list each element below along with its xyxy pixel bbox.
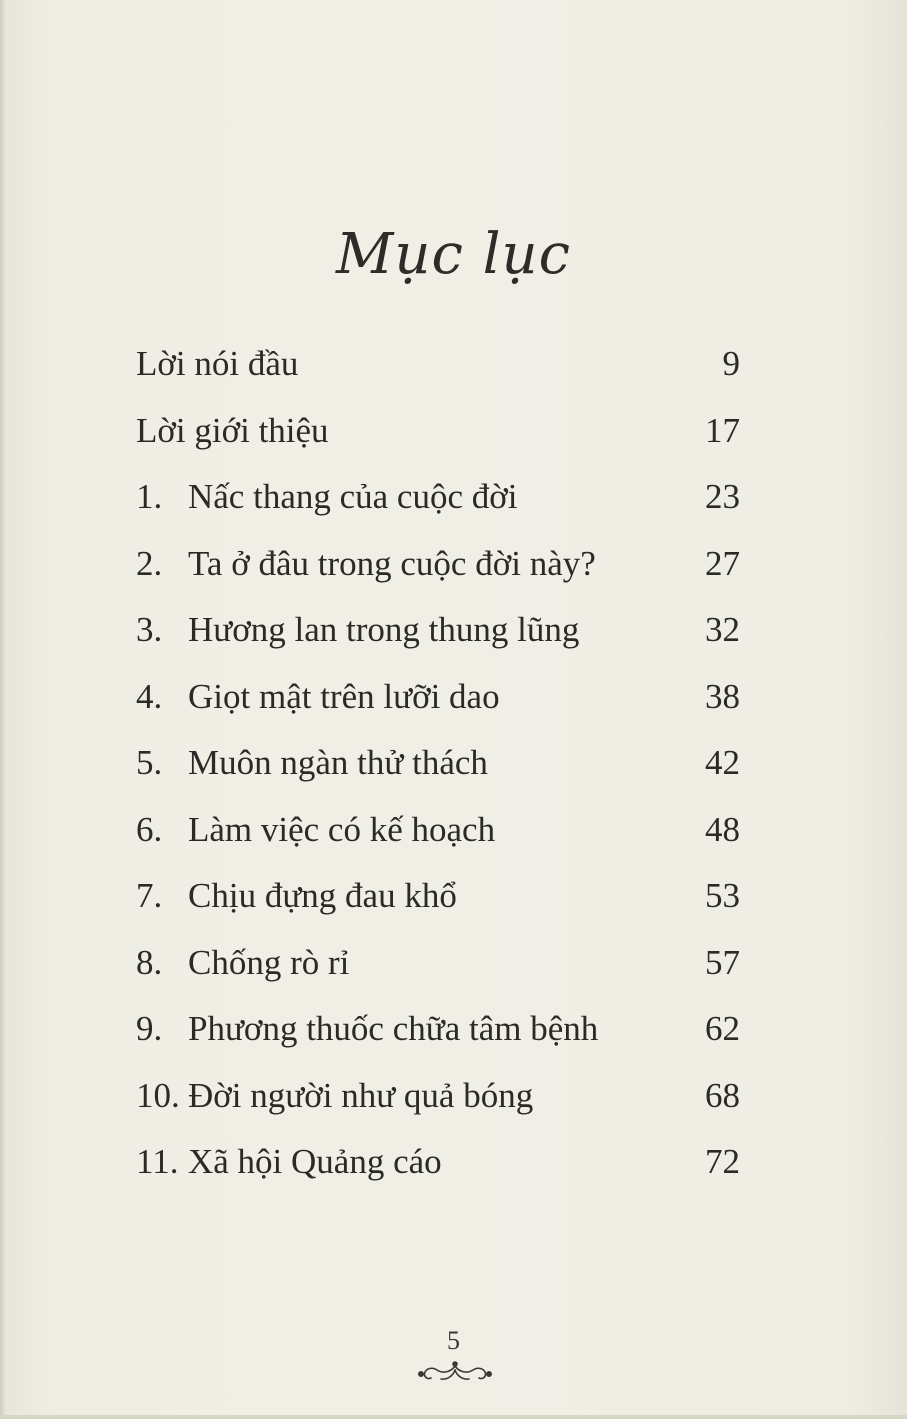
toc-entry-page: 72 (705, 1142, 740, 1181)
toc-entry-number: 9. (136, 1009, 163, 1048)
toc-entry-label: Đời người như quả bóng (188, 1075, 534, 1115)
toc-entry (136, 535, 740, 602)
toc-entry (136, 468, 740, 535)
toc-entry-label: Phương thuốc chữa tâm bệnh (188, 1009, 599, 1048)
toc-entry-label: Xã hội Quảng cáo (188, 1142, 442, 1181)
toc-entry-page: 62 (705, 1009, 740, 1048)
toc-entry-label: Làm việc có kế hoạch (188, 809, 496, 849)
table-of-contents (136, 335, 740, 1200)
toc-entry-label: Ta ở đâu trong cuộc đời này? (188, 543, 596, 583)
toc-entry-label: Chịu đựng đau khổ (188, 876, 457, 915)
toc-entry-number: 10. (136, 1075, 180, 1115)
toc-entry-page: 48 (705, 809, 740, 849)
page-left-edge (0, 0, 6, 1419)
toc-entry-number: 1. (136, 477, 163, 516)
toc-entry-label: Lời giới thiệu (136, 410, 329, 450)
toc-entry-page: 38 (705, 676, 740, 716)
toc-entry (136, 1000, 740, 1067)
toc-entry-number: 4. (136, 676, 163, 716)
toc-entry-label: Nấc thang của cuộc đời (188, 477, 518, 516)
toc-entry-number: 11. (136, 1142, 179, 1181)
toc-entry-label: Muôn ngàn thử thách (188, 743, 488, 782)
toc-entry-number: 2. (136, 543, 163, 583)
toc-entry-number: 7. (136, 876, 163, 915)
toc-entry (136, 1133, 740, 1200)
flourish-ornament-icon (413, 1358, 497, 1386)
toc-entry-page: 17 (705, 410, 740, 450)
toc-entry (136, 335, 740, 402)
toc-entry-page: 57 (705, 942, 740, 982)
page-number: 5 (447, 1326, 460, 1355)
toc-entry (136, 867, 740, 934)
toc-entry (136, 734, 740, 801)
toc-entry (136, 801, 740, 868)
toc-title: Mục lục (336, 222, 571, 287)
toc-entry-page: 32 (705, 610, 740, 649)
toc-entry (136, 934, 740, 1001)
toc-entry-page: 68 (705, 1075, 740, 1115)
toc-entry-number: 5. (136, 743, 163, 782)
toc-entry (136, 402, 740, 469)
toc-entry (136, 601, 740, 668)
toc-entry-page: 9 (722, 344, 740, 383)
toc-entry-number: 8. (136, 942, 163, 982)
toc-entry-number: 6. (136, 809, 163, 849)
page-bottom-edge (0, 1415, 907, 1419)
toc-entry-label: Lời nói đầu (136, 344, 299, 383)
toc-entry (136, 668, 740, 735)
toc-entry-page: 27 (705, 543, 740, 583)
toc-entry-label: Giọt mật trên lưỡi dao (188, 676, 500, 716)
toc-entry-number: 3. (136, 610, 163, 649)
toc-entry (136, 1067, 740, 1134)
toc-entry-label: Chống rò rỉ (188, 942, 350, 982)
toc-entry-page: 53 (705, 876, 740, 915)
toc-entry-page: 23 (705, 477, 740, 516)
toc-entry-label: Hương lan trong thung lũng (188, 610, 580, 649)
toc-entry-page: 42 (705, 743, 740, 782)
